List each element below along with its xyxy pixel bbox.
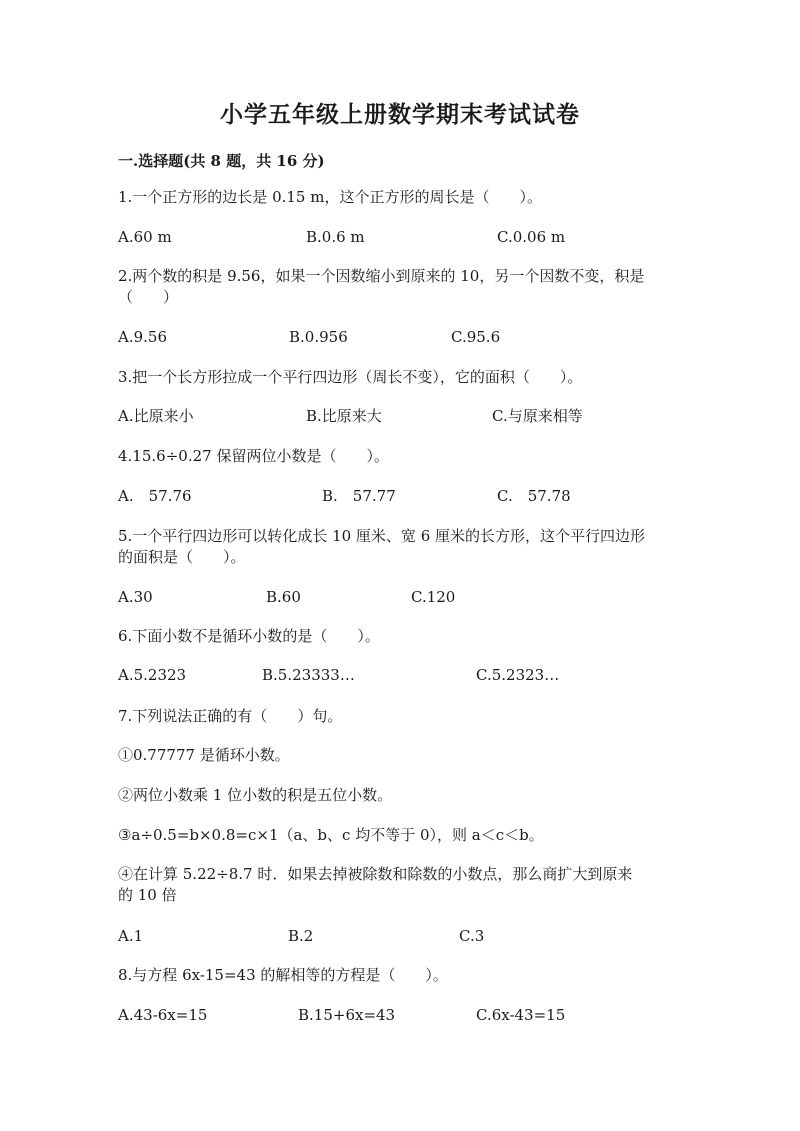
- question-8-text: 8.与方程 6x-15=43 的解相等的方程是（ ）。: [118, 966, 448, 984]
- question-7-option-b: B.2: [288, 927, 314, 945]
- question-7-option-a: A.1: [118, 927, 144, 945]
- question-5-text-line2: 的面积是（ ）。: [118, 548, 246, 566]
- question-2-text-line2: （ ）: [118, 288, 179, 306]
- question-1-option-a: A.60 m: [118, 228, 172, 246]
- question-7-option-c: C.3: [459, 927, 485, 945]
- question-7-statement-4-line1: ④在计算 5.22÷8.7 时．如果去掉被除数和除数的小数点，那么商扩大到原来: [118, 865, 633, 883]
- question-3-option-a: A.比原来小: [118, 407, 194, 425]
- question-8-option-a: A.43-6x=15: [118, 1006, 208, 1024]
- question-4-option-b: B. 57.77: [322, 487, 396, 505]
- question-2-option-c: C.95.6: [451, 328, 501, 346]
- question-1-text: 1.一个正方形的边长是 0.15 m，这个正方形的周长是（ ）。: [118, 188, 542, 206]
- question-6-option-b: B.5.23333…: [262, 666, 355, 684]
- question-2-option-a: A.9.56: [118, 328, 167, 346]
- question-7-statement-4-line2: 的 10 倍: [118, 886, 177, 904]
- question-8-option-c: C.6x-43=15: [476, 1006, 566, 1024]
- question-4-option-a: A. 57.76: [118, 487, 192, 505]
- question-5-text-line1: 5.一个平行四边形可以转化成长 10 厘米、宽 6 厘米的长方形，这个平行四边形: [118, 527, 646, 545]
- question-7-statement-2: ②两位小数乘 1 位小数的积是五位小数。: [118, 786, 393, 804]
- question-4-option-c: C. 57.78: [497, 487, 571, 505]
- question-4-text: 4.15.6÷0.27 保留两位小数是（ ）。: [118, 447, 389, 465]
- question-8-option-b: B.15+6x=43: [298, 1006, 396, 1024]
- question-5-option-b: B.60: [266, 588, 301, 606]
- question-3-text: 3.把一个长方形拉成一个平行四边形（周长不变），它的面积（ ）。: [118, 368, 583, 386]
- question-3-option-c: C.与原来相等: [492, 407, 583, 425]
- question-5-option-a: A.30: [118, 588, 153, 606]
- question-7-statement-1: ①0.77777 是循环小数。: [118, 746, 290, 764]
- question-1-option-b: B.0.6 m: [306, 228, 365, 246]
- question-1-option-c: C.0.06 m: [497, 228, 566, 246]
- exam-title: 小学五年级上册数学期末考试试卷: [220, 101, 580, 128]
- question-2-text-line1: 2.两个数的积是 9.56，如果一个因数缩小到原来的 10，另一个因数不变，积是: [118, 267, 645, 285]
- question-2-option-b: B.0.956: [289, 328, 348, 346]
- question-6-text: 6.下面小数不是循环小数的是（ ）。: [118, 627, 380, 645]
- question-7-text: 7.下列说法正确的有（ ）句。: [118, 707, 343, 725]
- section-heading: 一.选择题(共 8 题，共 16 分): [118, 152, 325, 170]
- question-5-option-c: C.120: [411, 588, 456, 606]
- question-6-option-a: A.5.2323: [118, 666, 187, 684]
- question-7-statement-3: ③a÷0.5=b×0.8=c×1（a、b、c 均不等于 0），则 a＜c＜b。: [118, 826, 544, 844]
- question-3-option-b: B.比原来大: [306, 407, 382, 425]
- question-6-option-c: C.5.2323…: [476, 666, 560, 684]
